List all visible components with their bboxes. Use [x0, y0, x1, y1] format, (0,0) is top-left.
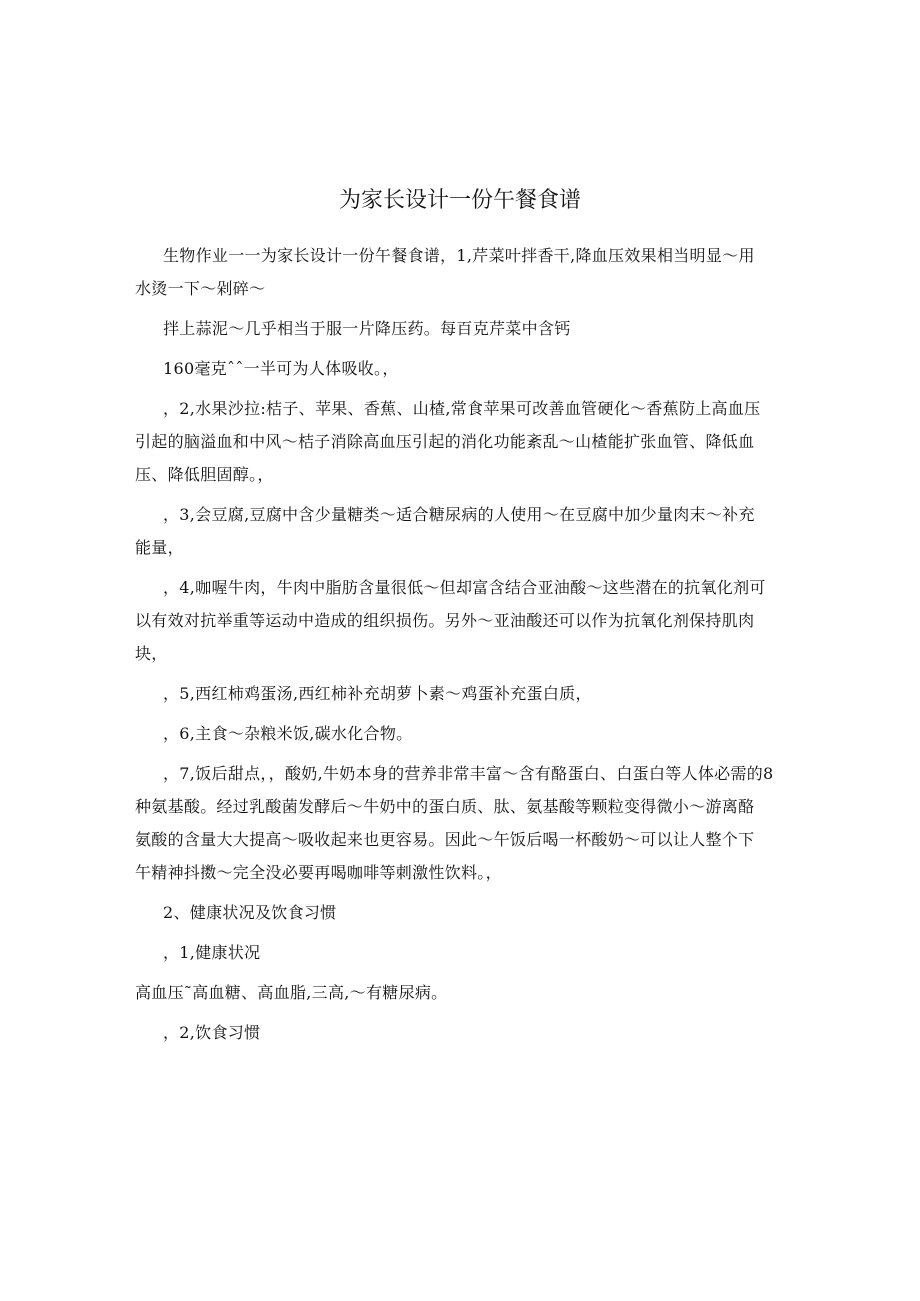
paragraph-line: ，3,会豆腐,豆腐中含少量糖类～适合糖尿病的人使用～在豆腐中加少量肉末～补充 [163, 505, 755, 524]
paragraph-1 [135, 239, 787, 305]
section-heading-health [135, 896, 787, 929]
paragraph-line: 水烫一下～剁碎～ [135, 279, 266, 298]
paragraph-2 [135, 312, 787, 345]
paragraph-line: ，6,主食～杂粮米饭,碳水化合物。 [163, 724, 413, 743]
paragraph-line: 午精神抖擞～完全没必要再喝咖啡等刺激性饮料。， [135, 863, 502, 882]
paragraph-line: 能量， [135, 538, 184, 557]
paragraph-line: 高血压˜高血糖、高血脂,三高,～有糖尿病。 [135, 983, 448, 1002]
paragraph-line: 拌上蒜泥～几乎相当于服一片降压药。每百克芹菜中含钙 [163, 319, 571, 338]
paragraph-line: 引起的脑溢血和中风～桔子消除高血压引起的消化功能紊乱～山楂能扩张血管、降低血 [135, 432, 755, 451]
paragraph-line: ，7,饭后甜点，，酸奶,牛奶本身的营养非常丰富～含有酪蛋白、白蛋白等人体必需的8 [163, 764, 774, 783]
paragraph-line: 种氨基酸。经过乳酸菌发酵后～牛奶中的蛋白质、肽、氨基酸等颗粒变得微小～游离酪 [135, 797, 755, 816]
document-body [135, 239, 787, 1049]
paragraph-6 [135, 571, 787, 670]
paragraph-7 [135, 677, 787, 710]
paragraph-line: ，5,西红柿鸡蛋汤,西红柿补充胡萝卜素～鸡蛋补充蛋白质， [163, 684, 592, 703]
paragraph-8 [135, 717, 787, 750]
paragraph-line: 生物作业一一为家长设计一份午餐食谱，1,芹菜叶拌香干,降血压效果相当明显～用 [163, 246, 755, 265]
paragraph-line: ，2,饮食习惯 [163, 1023, 261, 1042]
paragraph-4 [135, 392, 787, 491]
paragraph-3 [135, 352, 787, 385]
subsection-heading-health-status [135, 936, 787, 969]
paragraph-line: ，4,咖喔牛肉，牛肉中脂肪含量很低～但却富含结合亚油酸～这些潜在的抗氧化剂可 [163, 578, 766, 597]
paragraph-line: ，1,健康状况 [163, 943, 261, 962]
paragraph-health-status [135, 976, 787, 1009]
paragraph-line: 块， [135, 644, 168, 663]
paragraph-line: 压、降低胆固醇。， [135, 465, 274, 484]
paragraph-line: 160毫克ˆˆ一半可为人体吸收。， [163, 359, 399, 378]
paragraph-line: 氨酸的含量大大提高～吸收起来也更容易。因此～午饭后喝一杯酸奶～可以让人整个下 [135, 830, 755, 849]
paragraph-9 [135, 757, 787, 889]
paragraph-line: 以有效对抗举重等运动中造成的组织损伤。另外～亚油酸还可以作为抗氧化剂保持肌肉 [135, 611, 755, 630]
document-title: 为家长设计一份午餐食谱 [338, 188, 581, 213]
paragraph-5 [135, 498, 787, 564]
paragraph-line: 2、健康状况及饮食习惯 [163, 903, 337, 922]
paragraph-line: ，2,水果沙拉:桔子、苹果、香蕉、山楂,常食苹果可改善血管硬化～香蕉防上高血压 [163, 399, 761, 418]
subsection-heading-eating-habits [135, 1016, 787, 1049]
